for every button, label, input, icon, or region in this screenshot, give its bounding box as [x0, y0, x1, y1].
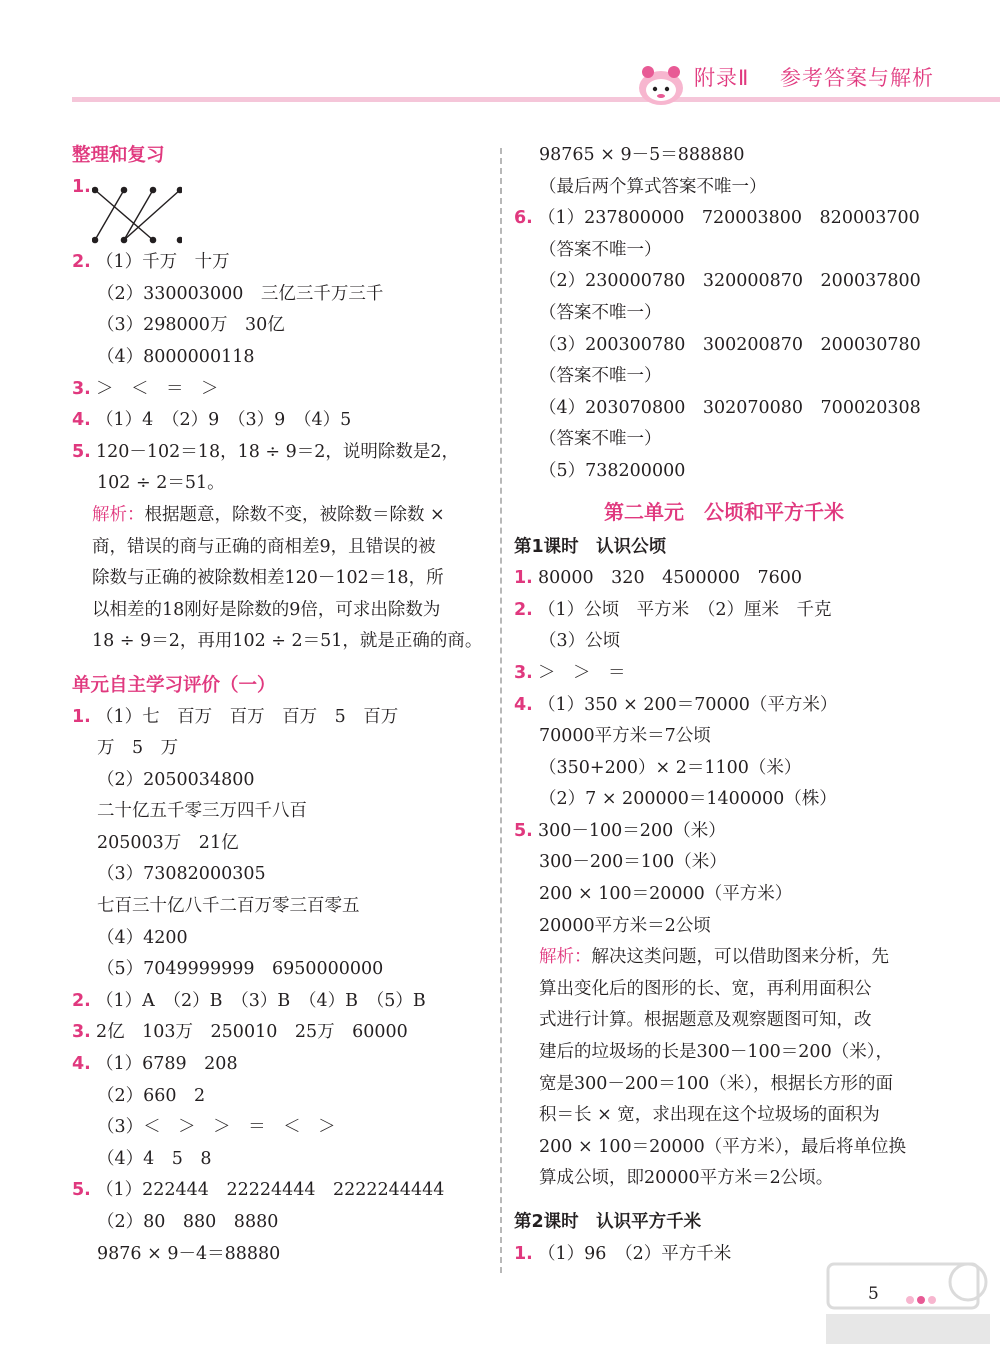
analysis-label: 解析：	[92, 504, 145, 525]
right-column	[514, 140, 934, 1270]
left-column	[72, 140, 487, 1270]
line-text: 整理和复习	[72, 145, 165, 166]
answer-line	[514, 235, 934, 267]
answer-line	[514, 1132, 934, 1164]
answer-line	[72, 1144, 487, 1176]
mascot-icon	[634, 62, 688, 106]
line-text: （3）公顷	[539, 631, 621, 652]
question-line	[514, 658, 934, 690]
question-number: 2.	[72, 252, 91, 273]
question-number: 5.	[72, 441, 91, 462]
page-header	[0, 0, 1000, 110]
answer-line	[514, 298, 934, 330]
answer-line	[514, 879, 934, 911]
line-text: （350+200）× 2＝1100（米）	[539, 757, 802, 778]
line-text: （1）96 （2）平方千米	[538, 1243, 732, 1264]
question-number: 3.	[514, 662, 533, 683]
line-text: 积＝长 × 宽，求出现在这个垃圾场的面积为	[539, 1105, 880, 1126]
answer-line	[514, 330, 934, 362]
answer-line	[72, 1112, 487, 1144]
line-text: （4）203070800 302070080 700020308	[539, 397, 921, 418]
line-text: 宽是300－200＝100（米），根据长方形的面	[539, 1073, 893, 1094]
answer-line	[514, 266, 934, 298]
answer-line	[514, 1005, 934, 1037]
question-line	[72, 247, 487, 279]
answer-line	[514, 361, 934, 393]
line-text: （答案不唯一）	[539, 366, 662, 387]
answer-line	[72, 891, 487, 923]
answer-line	[514, 1037, 934, 1069]
line-text: （1）4 （2）9 （3）9 （4）5	[96, 410, 352, 431]
line-text: 商，错误的商与正确的商相差9，且错误的被	[92, 536, 436, 557]
answer-line	[514, 721, 934, 753]
line-text: （答案不唯一）	[539, 429, 662, 450]
line-text: （4）8000000118	[97, 346, 255, 367]
answer-line	[514, 911, 934, 943]
section-gap	[514, 1195, 934, 1207]
answer-line	[72, 828, 487, 860]
line-text: （1）237800000 720003800 820003700	[538, 208, 920, 229]
question-number: 5.	[72, 1180, 91, 1201]
line-text: 300－100＝200（米）	[538, 820, 726, 841]
line-text: （最后两个算式答案不唯一）	[539, 176, 767, 197]
line-text: 80000 320 4500000 7600	[538, 568, 803, 589]
line-text: 解决这类问题，可以借助图来分析，先	[591, 947, 889, 968]
line-text: （1）A （2）B （3）B （4）B （5）B	[96, 990, 426, 1011]
answer-line	[72, 923, 487, 955]
answer-line	[514, 784, 934, 816]
answer-line	[514, 1100, 934, 1132]
line-text: 建后的垃圾场的长是300－100＝200（米），	[539, 1042, 893, 1063]
line-text: （3）＜ ＞ ＞ ＝ ＜ ＞	[97, 1117, 336, 1138]
question-number: 1.	[514, 1243, 533, 1264]
answer-line	[72, 279, 487, 311]
question-line	[72, 1017, 487, 1049]
line-text: 2亿 103万 250010 25万 60000	[96, 1022, 408, 1043]
line-text: 20000平方米＝2公顷	[539, 915, 711, 936]
question-line	[72, 1049, 487, 1081]
watermark-logo	[822, 1258, 994, 1348]
analysis-label: 解析：	[539, 947, 592, 968]
line-text: （5）738200000	[539, 460, 686, 481]
answer-line	[514, 1163, 934, 1195]
lesson-heading	[514, 1207, 934, 1239]
line-text: 18 ÷ 9＝2，再用102 ÷ 2＝51，就是正确的商。	[92, 631, 483, 652]
question-line	[514, 595, 934, 627]
question-line	[72, 1175, 487, 1207]
question-number: 6.	[514, 208, 533, 229]
line-text: （3）200300780 300200870 200030780	[539, 334, 921, 355]
line-text: 第1课时 认识公顷	[514, 536, 667, 557]
answer-line	[72, 796, 487, 828]
section-gap	[72, 658, 487, 670]
line-text: （5）7049999999 6950000000	[97, 959, 384, 980]
answer-line	[72, 532, 487, 564]
answer-line	[72, 954, 487, 986]
line-text: 算成公顷，即20000平方米＝2公顷。	[539, 1168, 834, 1189]
question-line	[514, 690, 934, 722]
answer-line	[514, 626, 934, 658]
line-text: 120－102＝18，18 ÷ 9＝2，说明除数是2，	[96, 441, 460, 462]
answer-line	[514, 424, 934, 456]
answer-line	[72, 733, 487, 765]
answer-line	[514, 1069, 934, 1101]
line-text: （1）七 百万 百万 百万 5 百万	[96, 706, 399, 727]
question-number: 3.	[72, 1022, 91, 1043]
page-number: 5	[868, 1284, 879, 1304]
line-text: （1）公顷 平方米 （2）厘米 千克	[538, 599, 832, 620]
line-text: 205003万 21亿	[97, 832, 239, 853]
line-text: （答案不唯一）	[539, 302, 662, 323]
answer-line	[72, 859, 487, 891]
question-line	[514, 203, 934, 235]
line-text: （1）6789 208	[96, 1054, 238, 1075]
appendix-label: 附录Ⅱ	[694, 66, 750, 90]
section-heading	[72, 670, 487, 702]
section-heading	[72, 140, 487, 172]
question-line	[514, 563, 934, 595]
line-text: 第二单元 公顷和平方千米	[604, 499, 844, 524]
answer-line	[514, 942, 934, 974]
line-text: 102 ÷ 2＝51。	[97, 473, 225, 494]
line-text: 9876 × 9－4＝88880	[97, 1243, 281, 1264]
line-text: 算出变化后的图形的长、宽，再利用面积公	[539, 978, 872, 999]
question-line	[72, 702, 487, 734]
line-text: 二十亿五千零三万四千八百	[97, 801, 307, 822]
line-text: 70000平方米＝7公顷	[539, 726, 711, 747]
question-number: 1.	[514, 568, 533, 589]
answer-line	[514, 753, 934, 785]
line-text: （4）4 5 8	[97, 1148, 212, 1169]
answer-line	[72, 342, 487, 374]
column-divider	[500, 148, 502, 1273]
header-rule	[72, 97, 1000, 102]
line-text: （2）2050034800	[97, 769, 255, 790]
line-text: （3）298000万 30亿	[97, 315, 285, 336]
question-number: 2.	[72, 990, 91, 1011]
question-line	[514, 816, 934, 848]
line-text: （4）4200	[97, 927, 188, 948]
line-text: 300－200＝100（米）	[539, 852, 727, 873]
answer-line	[514, 456, 934, 488]
line-text: （1）千万 十万	[96, 252, 230, 273]
line-text: （2）330003000 三亿三千万三千	[97, 283, 384, 304]
question-number: 3.	[72, 378, 91, 399]
line-text: 七百三十亿八千二百万零三百零五	[97, 896, 360, 917]
line-text: 以相差的18刚好是除数的9倍，可求出除数为	[92, 599, 441, 620]
answer-line	[72, 595, 487, 627]
answer-line	[72, 1239, 487, 1271]
question-line	[72, 405, 487, 437]
answer-line	[72, 1207, 487, 1239]
question-number: 5.	[514, 820, 533, 841]
answer-line	[72, 626, 487, 658]
question-line	[72, 374, 487, 406]
line-text: 单元自主学习评价（一）	[72, 674, 276, 696]
line-text: （2）80 880 8880	[97, 1212, 279, 1232]
answer-line	[72, 500, 487, 532]
line-text: （1）222444 22224444 2222244444	[96, 1180, 445, 1201]
answer-line	[514, 140, 934, 172]
question-number: 4.	[72, 410, 91, 431]
answer-line	[72, 468, 487, 500]
answer-line	[514, 974, 934, 1006]
question-line	[72, 437, 487, 469]
matching-lines-figure	[92, 186, 182, 244]
question-number: 4.	[72, 1054, 91, 1075]
line-text: （3）73082000305	[97, 864, 266, 885]
answer-line	[514, 847, 934, 879]
header-title: 参考答案与解析	[780, 66, 934, 90]
line-text: ＞ ＞ ＝	[538, 662, 626, 683]
question-number: 2.	[514, 599, 533, 620]
answer-line	[514, 393, 934, 425]
lesson-heading	[514, 532, 934, 564]
question-number: 1.	[72, 176, 91, 197]
line-text: （2）7 × 200000＝1400000（株）	[539, 789, 837, 810]
answer-line	[72, 1081, 487, 1113]
answer-line	[72, 765, 487, 797]
line-text: ＞ ＜ ＝ ＞	[96, 378, 219, 399]
line-text: （答案不唯一）	[539, 239, 662, 260]
line-text: 98765 × 9－5＝888880	[539, 145, 745, 165]
answer-line	[514, 172, 934, 204]
line-text: 万 5 万	[97, 738, 179, 759]
line-text: 根据题意，除数不变，被除数＝除数 ×	[144, 504, 445, 525]
line-text: （2）230000780 320000870 200037800	[539, 271, 921, 292]
line-text: 200 × 100＝20000（平方米）	[539, 884, 793, 905]
question-line	[72, 986, 487, 1018]
answer-line	[72, 563, 487, 595]
line-text: 式进行计算。根据题意及观察题图可知，改	[539, 1010, 872, 1031]
question-number: 1.	[72, 706, 91, 727]
answer-line	[72, 310, 487, 342]
line-text: 除数与正确的被除数相差120－102＝18，所	[92, 568, 444, 589]
question-number: 4.	[514, 694, 533, 715]
line-text: （1）350 × 200＝70000（平方米）	[538, 694, 838, 715]
line-text: （2）660 2	[97, 1085, 206, 1106]
line-text: 第2课时 认识平方千米	[514, 1212, 702, 1232]
unit-title	[514, 492, 934, 532]
line-text: 200 × 100＝20000（平方米），最后将单位换	[539, 1136, 907, 1157]
